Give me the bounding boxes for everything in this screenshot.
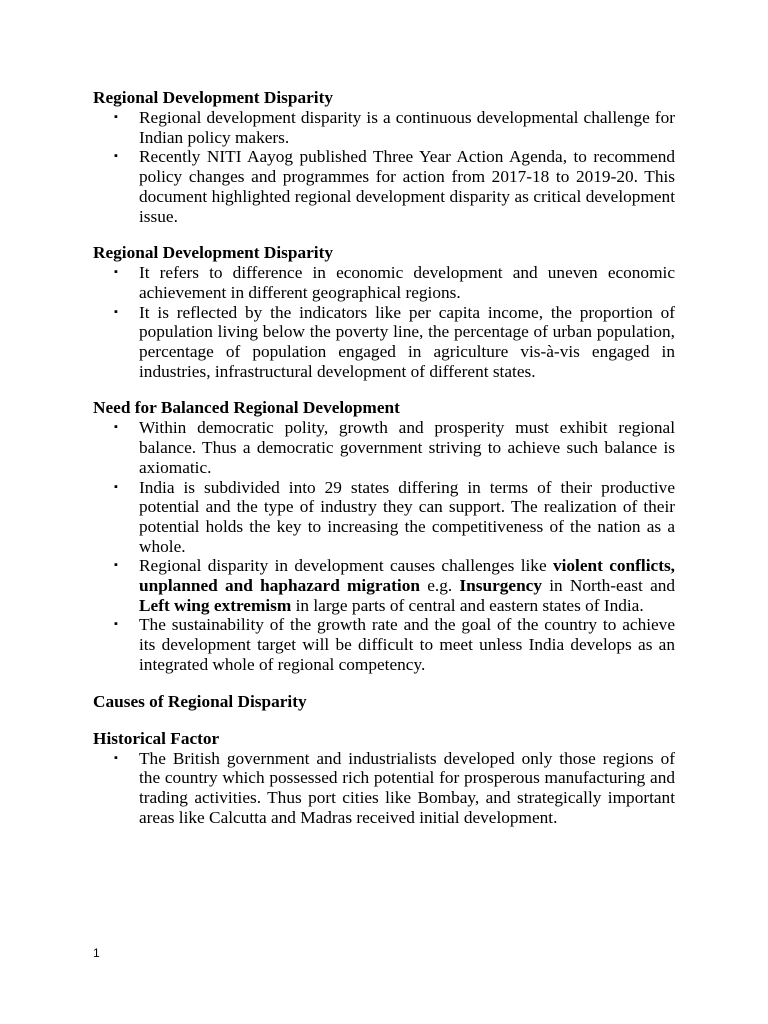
text-run: in North-east and <box>542 576 676 596</box>
bullet-item <box>93 108 675 147</box>
section-heading: Regional Development Disparity <box>93 88 333 107</box>
bullet-marker-icon: ▪ <box>114 480 118 493</box>
section-heading: Historical Factor <box>93 728 220 748</box>
section-heading: Causes of Regional Disparity <box>93 691 307 711</box>
bold-text: Left wing extremism <box>139 595 292 615</box>
text-run: Regional disparity in development causes challenges like <box>139 556 553 576</box>
bullet-item <box>93 749 675 828</box>
bullet-item <box>93 615 675 674</box>
document-page <box>93 88 675 827</box>
bullet-marker-icon: ▪ <box>114 266 118 279</box>
bullet-list <box>93 418 675 674</box>
bold-text: Insurgency <box>459 576 542 596</box>
text-run: Regional development disparity is a continuous developmental challenge for Indian policy makers. <box>139 108 675 147</box>
text-run: The British government and industrialists developed only those regions of the country which possessed rich potential for prosperous manufacturing and trading activities. Thus port cities like Bombay, and strategically important areas like Calcutta and Madras received initial development. <box>139 748 675 827</box>
section-heading: Regional Development Disparity <box>93 243 333 263</box>
bullet-list <box>93 108 675 226</box>
bullet-item <box>93 147 675 226</box>
text-run: in large parts of central and eastern states of India. <box>291 595 644 615</box>
text-run: Recently NITI Aayog published Three Year Action Agenda, to recommend policy changes and programmes for action from 2017-18 to 2019-20. This document highlighted regional development disparity as critical development issue. <box>139 147 675 226</box>
bullet-item <box>93 556 675 615</box>
bullet-marker-icon: ▪ <box>114 421 118 434</box>
bullet-marker-icon: ▪ <box>114 618 118 631</box>
bullet-item <box>93 303 675 382</box>
bullet-item <box>93 263 675 302</box>
bullet-item <box>93 478 675 557</box>
bullet-list <box>93 749 675 828</box>
text-run: It is reflected by the indicators like per capita income, the proportion of population living below the poverty line, the percentage of urban population, percentage of population engaged in agriculture vis-à-vis engaged in industries, infrastructural development of different states. <box>139 302 675 381</box>
bullet-marker-icon: ▪ <box>114 111 118 123</box>
bold-text: violent conflicts, unplanned and haphazard migration <box>139 556 675 596</box>
text-run: Within democratic polity, growth and prosperity must exhibit regional balance. Thus a democratic government striving to achieve such balance is axiomatic. <box>139 418 675 477</box>
text-run: India is subdivided into 29 states differing in terms of their productive potential and the type of industry they can support. The realization of their potential holds the key to increasing the competitiveness of the nation as a whole. <box>139 477 675 556</box>
bullet-marker-icon: ▪ <box>114 559 118 572</box>
bullet-list <box>93 263 675 381</box>
text-run: It refers to difference in economic development and uneven economic achievement in different geographical regions. <box>139 263 675 302</box>
section-heading: Need for Balanced Regional Development <box>93 398 400 418</box>
bullet-item <box>93 418 675 477</box>
text-run: e.g. <box>420 576 460 596</box>
bullet-marker-icon: ▪ <box>114 150 118 163</box>
bullet-marker-icon: ▪ <box>114 751 118 764</box>
bullet-marker-icon: ▪ <box>114 305 118 318</box>
text-run: The sustainability of the growth rate and the goal of the country to achieve its development target will be difficult to meet unless India develops as an integrated whole of regional competency. <box>139 615 675 674</box>
page-number: 1 <box>93 946 100 960</box>
